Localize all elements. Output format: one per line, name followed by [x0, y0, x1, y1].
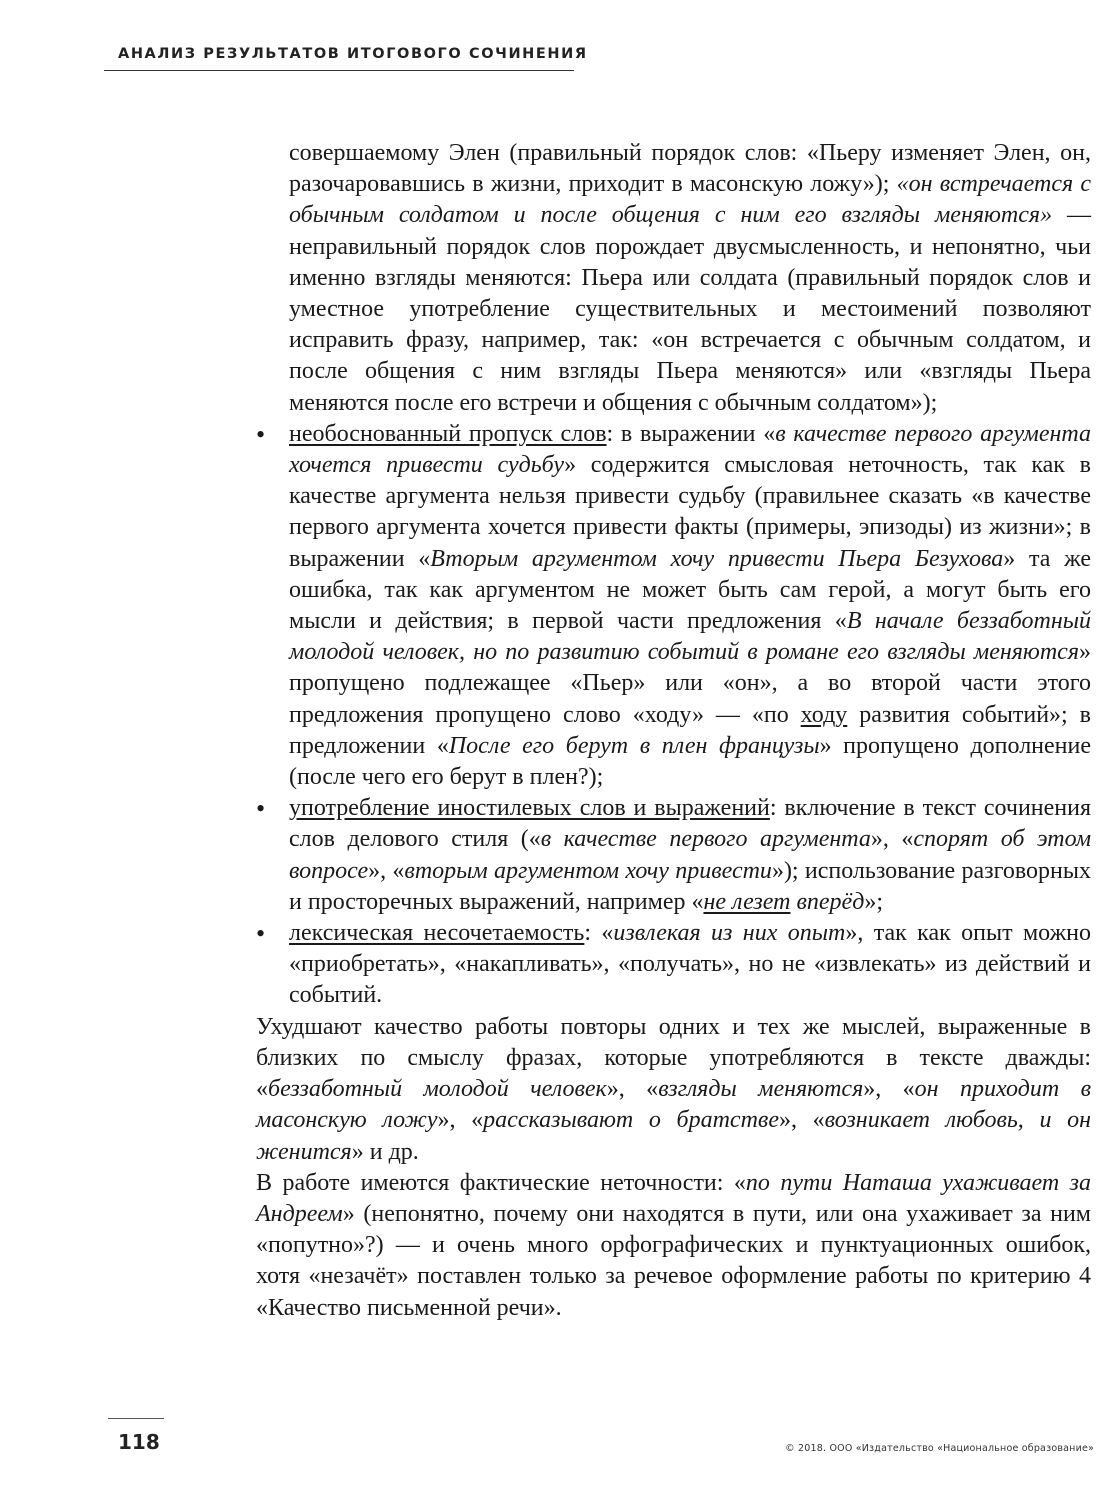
bullet-item-style-mixing: • употребление иностилевых слов и выражений: включение в текст сочинения слов делового стиля («в качестве первого аргумента», «спорят об этом вопросе», «вторым аргументом хочу привести»); использование разговорных и просторечных выражений, например «не лезет вперёд»; [256, 793, 1091, 918]
paragraph-repetitions: Ухудшают качество работы повторы одних и тех же мыслей, выраженные в близких по смыслу фразах, которые употребляются в тексте дважды: «беззаботный молодой человек», «взгляды меняются», «он приходит в масонскую ложу», «рассказывают о братстве», «возникает любовь, и он женится» и др. [256, 1013, 1092, 1165]
bullet-item-lexical-incompatibility: • лексическая несочетаемость: «извлекая из них опыт», так как опыт можно «приобретать», «накапливать», «получать», но не «извлекать» из действий и событий. [256, 918, 1091, 1012]
continuation-paragraph: совершаемому Элен (правильный порядок слов: «Пьеру изменяет Элен, он, разочаровавшись в жизни, приходит в масонскую ложу»); «он встречается с обычным солдатом и после общения с ним его взгляды меняются» — неправильный порядок слов порождает двусмысленность, и непонятно, чьи именно взгляды меняются: Пьера или солдата (правильный порядок слов и уместное употребление существительных и местоимений позволяют исправить фразу, например, так: «он встречается с обычным солдатом, и после общения с ним взгляды Пьера меняются» или «взгляды Пьера меняются после его встречи и общения с обычным солдатом»); [289, 140, 1091, 416]
running-header: АНАЛИЗ РЕЗУЛЬТАТОВ ИТОГОВОГО СОЧИНЕНИЯ [118, 46, 588, 62]
copyright-notice: © 2018. ООО «Издательство «Национальное образование» [785, 1443, 1094, 1454]
page-content [256, 138, 1091, 1324]
footer-rule [108, 1418, 164, 1419]
paragraph-factual-errors: В работе имеются фактические неточности: «по пути Наташа ухаживает за Андреем» (непонятно, почему они находятся в пути, или она ухаживает за ним «попутно»?) — и очень много орфографических и пунктуационных ошибок, хотя «незачёт» поставлен только за речевое оформление работы по критерию 4 «Качество письменной речи». [256, 1169, 1091, 1321]
page-number: 118 [118, 1430, 160, 1454]
header-rule [104, 70, 574, 71]
bullet-item-word-omission: • необоснованный пропуск слов: в выражении «в качестве первого аргумента хочется привести судьбу» содержится смысловая неточность, так как в качестве аргумента нельзя привести судьбу (правильнее сказать «в качестве первого аргумента хочется привести факты (примеры, эпизоды) из жизни»; в выражении «Вторым аргументом хочу привести Пьера Безухова» та же ошибка, так как аргументом не может быть сам герой, а могут быть его мысли и действия; в первой части предложения «В начале беззаботный молодой человек, но по развитию событий в романе его взгляды меняются» пропущено подлежащее «Пьер» или «он», а во второй части этого предложения пропущено слово «ходу» — «по ходу развития событий»; в предложении «После его берут в плен французы» пропущено дополнение (после чего его берут в плен?); [256, 419, 1091, 793]
